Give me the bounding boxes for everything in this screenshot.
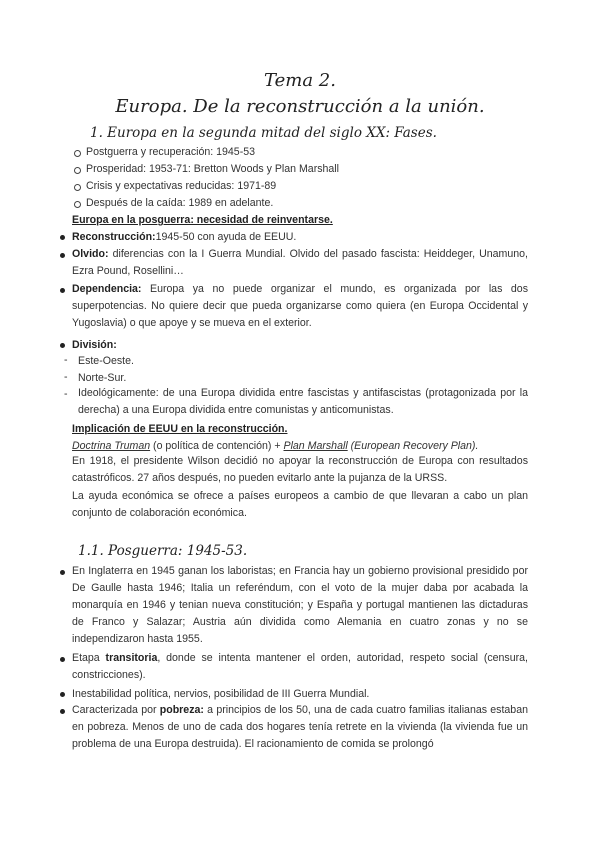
circle-bullet-icon bbox=[74, 150, 81, 157]
phase-item: Después de la caída: 1989 en adelante. bbox=[86, 197, 274, 209]
b4-bold: pobreza: bbox=[159, 704, 204, 716]
document-subtitle: Europa. De la reconstrucción a la unión. bbox=[115, 96, 485, 117]
dash-bullet-icon: - bbox=[64, 371, 68, 383]
plan-marshall: Plan Marshall bbox=[283, 440, 348, 452]
olvido-text: diferencias con la I Guerra Mundial. Olvido del pasado fascista: Heiddeger, Unamuno, Ezra Pound, Rosellini… bbox=[72, 248, 528, 277]
circle-bullet-icon bbox=[74, 201, 81, 208]
division-label: División: bbox=[72, 339, 117, 351]
b4-post: a principios de los 50, una de cada cuatro familias italianas estaban en pobreza. Menos de uno de cada dos hogares tenía retrete en la vivienda (la vivienda fue un problema de una Europa destruida). El racionamiento de comida se prolongó bbox=[72, 704, 528, 750]
b2-pre: Etapa bbox=[72, 652, 106, 664]
bullet-icon bbox=[60, 657, 65, 662]
posguerra-heading: Europa en la posguerra: necesidad de reinventarse. bbox=[72, 214, 333, 226]
division-item: Este-Oeste. bbox=[78, 355, 134, 367]
dependencia-label: Dependencia: bbox=[72, 283, 142, 295]
reconstruccion-text: 1945-50 con ayuda de EEUU. bbox=[155, 231, 297, 243]
section-1-1-heading: 1.1. Posguerra: 1945-53. bbox=[78, 543, 248, 559]
dash-bullet-icon: - bbox=[64, 388, 68, 400]
division-item: Ideológicamente: de una Europa dividida entre fascistas y antifascistas (protagonizada por la derecha) a una Europa dividida entre comunistas y anticomunistas. bbox=[78, 387, 528, 416]
doctrina-truman: Doctrina Truman bbox=[72, 440, 151, 452]
plan-paren: (European Recovery Plan). bbox=[347, 440, 479, 452]
phase-item: Prosperidad: 1953-71: Bretton Woods y Plan Marshall bbox=[86, 163, 340, 175]
olvido-label: Olvido: bbox=[72, 248, 109, 260]
posguerra-bullet-3: Inestabilidad política, nervios, posibilidad de III Guerra Mundial. bbox=[72, 688, 370, 700]
section-1-heading: 1. Europa en la segunda mitad del siglo XX: Fases. bbox=[90, 125, 437, 141]
division-item: Norte-Sur. bbox=[78, 372, 127, 384]
bullet-icon bbox=[60, 288, 65, 293]
reconstruccion-item bbox=[72, 231, 296, 244]
bullet-icon bbox=[60, 570, 65, 575]
bullet-icon bbox=[60, 235, 65, 240]
b2-bold: transitoria bbox=[105, 652, 158, 664]
b4-pre: Caracterizada por bbox=[72, 704, 160, 716]
bullet-icon bbox=[60, 692, 65, 697]
posguerra-bullet-1: En Inglaterra en 1945 ganan los laboristas; en Francia hay un gobierno provisional presidido por De Gaulle hasta 1946; Italia un referéndum, con el voto de la mujer daba por acabada la monarquía en 1946 y tenian nueva constitución; y España y portugal mantienen las dictaduras de Franco y Salazar; Austria aún dividida como Alemania en cuatro zonas y no se independizaron hasta 1955. bbox=[72, 565, 528, 645]
posguerra-bullet-4 bbox=[72, 702, 528, 753]
dash-bullet-icon: - bbox=[64, 354, 68, 366]
phase-item: Crisis y expectativas reducidas: 1971-89 bbox=[86, 180, 277, 192]
olvido-item bbox=[72, 246, 528, 280]
eeuu-heading: Implicación de EEUU en la reconstrucción. bbox=[72, 423, 288, 435]
dependencia-item bbox=[72, 281, 528, 332]
phase-item: Postguerra y recuperación: 1945-53 bbox=[86, 146, 256, 158]
bullet-icon bbox=[60, 253, 65, 258]
document-title: Tema 2. bbox=[264, 70, 336, 91]
doctrina-line bbox=[72, 440, 478, 453]
posguerra-bullet-2 bbox=[72, 650, 528, 684]
eeuu-paragraph-1: En 1918, el presidente Wilson decidió no apoyar la reconstrucción de Europa con resultados catastróficos. 27 años después, no pueden evitarlo ante la pujanza de la URSS. bbox=[72, 455, 528, 484]
bullet-icon bbox=[60, 709, 65, 714]
circle-bullet-icon bbox=[74, 167, 81, 174]
b2-post: , donde se intenta mantener el orden, autoridad, respeto social (censura, constricciones). bbox=[72, 652, 528, 681]
reconstruccion-label: Reconstrucción: bbox=[72, 231, 156, 243]
doctrina-paren: (o política de contención) + bbox=[150, 440, 284, 452]
bullet-icon bbox=[60, 343, 65, 348]
circle-bullet-icon bbox=[74, 184, 81, 191]
eeuu-paragraph-2: La ayuda económica se ofrece a países europeos a cambio de que llevaran a cabo un plan conjunto de colaboración económica. bbox=[72, 490, 528, 519]
dependencia-text: Europa ya no puede organizar el mundo, es organizada por las dos superpotencias. No quiere decir que pueda organizarse como quiera (en Europa Occidental y Yugoslavia) o que apoye y se mueva en el exterior. bbox=[72, 283, 528, 329]
